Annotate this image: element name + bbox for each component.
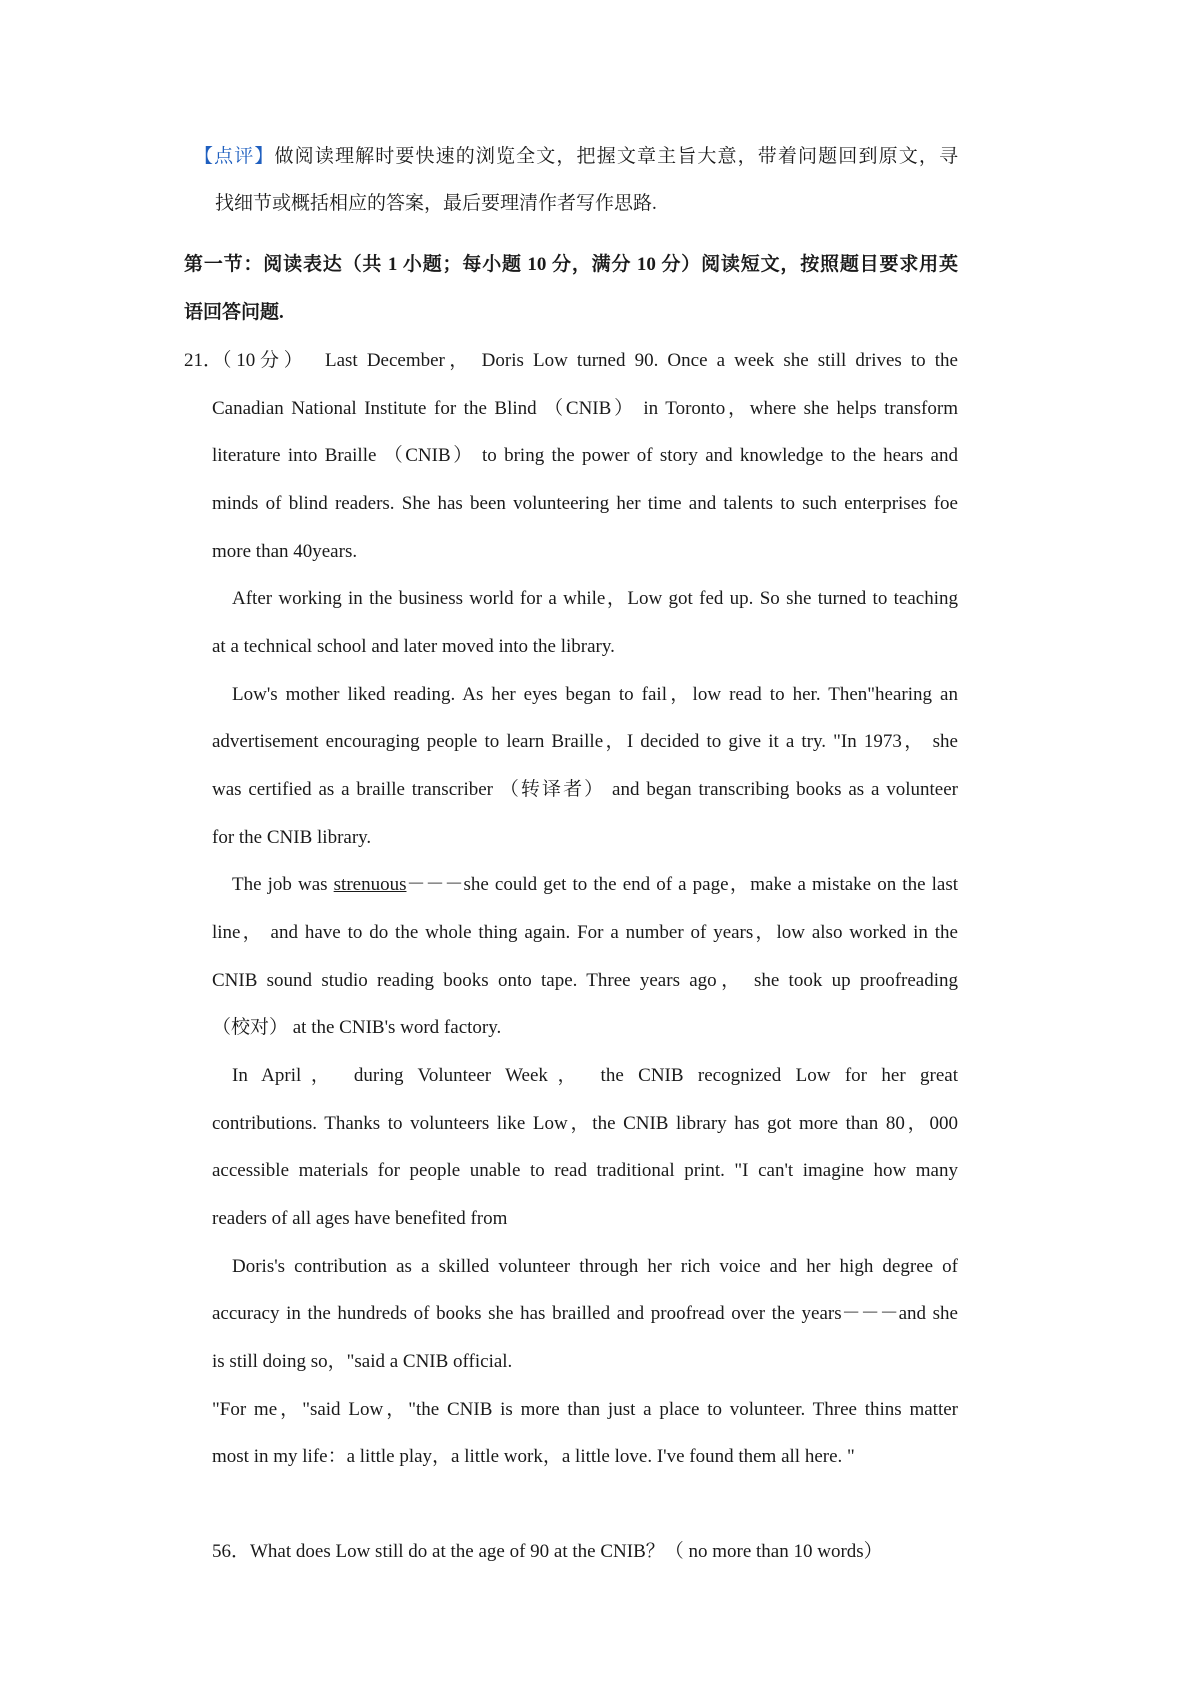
passage-line: accessible materials for people unable to read traditional print. "I can't imagine how many <box>212 1160 958 1181</box>
passage-line: was certified as a braille transcriber （转译者） and began transcribing books as a volunteer <box>212 779 958 800</box>
passage-text: －－－she could get to the end of a page，make a mistake on the last <box>406 874 958 895</box>
passage-line: for the CNIB library. <box>212 827 372 848</box>
section-header-line-2: 语回答问题. <box>184 302 284 323</box>
passage-line: After working in the business world for a while，Low got fed up. So she turned to teaching <box>232 588 958 609</box>
passage-line: Doris's contribution as a skilled volunteer through her rich voice and her high degree of <box>232 1256 958 1277</box>
passage-line: at a technical school and later moved into the library. <box>212 636 615 657</box>
passage-line: readers of all ages have benefited from <box>212 1208 508 1229</box>
passage-line: more than 40years. <box>212 541 358 562</box>
passage-line: Last December， Doris Low turned 90. Once a week she still drives to the <box>325 350 958 371</box>
section-header-line-1: 第一节：阅读表达（共 1 小题；每小题 10 分，满分 10 分）阅读短文，按照题目要求用英 <box>184 254 958 275</box>
passage-line: most in my life：a little play，a little work，a little love. I've found them all here. " <box>212 1446 855 1467</box>
passage-line: accuracy in the hundreds of books she has brailled and proofread over the years－－－and she <box>212 1303 958 1324</box>
passage-line: "For me，"said Low，"the CNIB is more than just a place to volunteer. Three thins matter <box>212 1399 958 1420</box>
passage-line: （校对） at the CNIB's word factory. <box>212 1017 502 1038</box>
question-number: 21．（ 10 分 ） <box>184 350 303 371</box>
passage-line: Canadian National Institute for the Blind （CNIB） in Toronto，where she helps transform <box>212 398 958 419</box>
passage-line: literature into Braille （CNIB） to bring the power of story and knowledge to the hears and <box>212 445 958 466</box>
comment-line-2: 找细节或概括相应的答案，最后要理清作者写作思路. <box>215 193 657 214</box>
passage-line: advertisement encouraging people to learn Braille，I decided to give it a try. "In 1973， she <box>212 731 958 752</box>
comment-text-1: 做阅读理解时要快速的浏览全文，把握文章主旨大意，带着问题回到原文，寻 <box>274 146 958 167</box>
question-56: 56．What does Low still do at the age of 90 at the CNIB？（ no more than 10 words） <box>212 1541 883 1562</box>
comment-tag: 【点评】 <box>194 146 275 167</box>
passage-line <box>232 872 958 898</box>
passage-line: contributions. Thanks to volunteers like Low，the CNIB library has got more than 80，000 <box>212 1113 958 1134</box>
passage-line: is still doing so，"said a CNIB official. <box>212 1351 513 1372</box>
passage-line: In April， during Volunteer Week， the CNIB recognized Low for her great <box>232 1065 958 1086</box>
passage-line: CNIB sound studio reading books onto tape. Three years ago， she took up proofreading <box>212 970 958 991</box>
passage-text: The job was <box>232 874 334 895</box>
passage-line: minds of blind readers. She has been volunteering her time and talents to such enterprises foe <box>212 493 958 514</box>
comment-line-1 <box>194 144 958 170</box>
underlined-word: strenuous <box>333 874 407 895</box>
passage-line: Low's mother liked reading. As her eyes began to fail，low read to her. Then"hearing an <box>232 684 958 705</box>
passage-line: line， and have to do the whole thing again. For a number of years，low also worked in the <box>212 922 958 943</box>
